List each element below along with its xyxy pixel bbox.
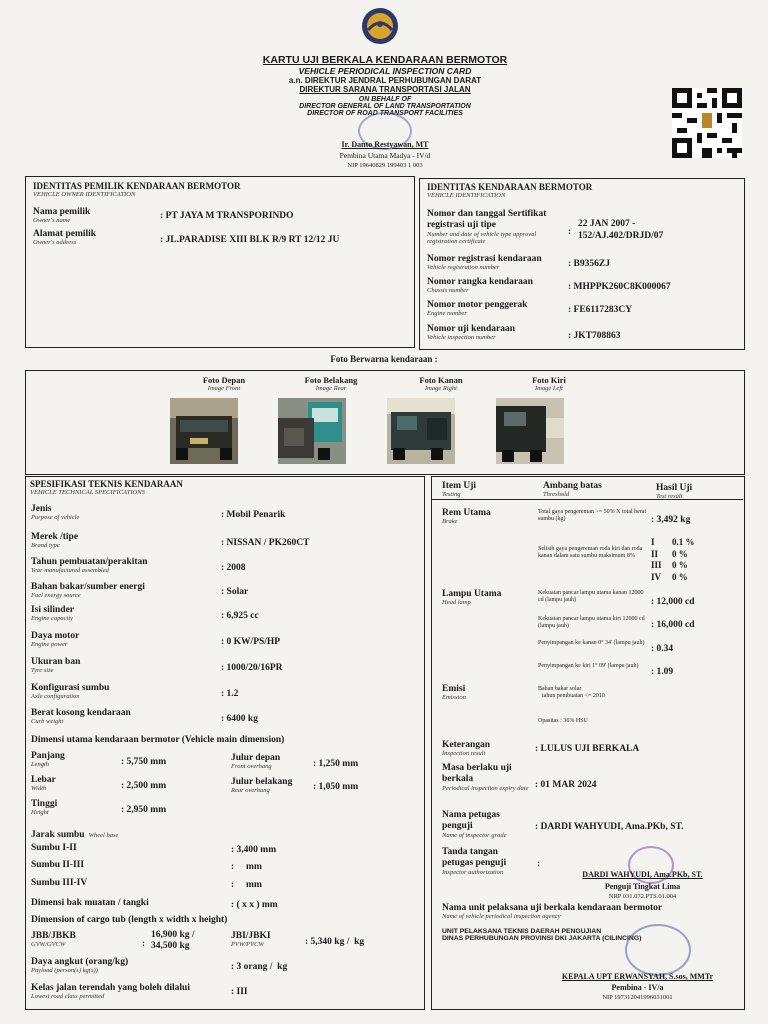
wheelbase-label-en: Wheel base bbox=[88, 832, 119, 839]
payload-label: Daya angkut (orang/kg) bbox=[31, 957, 129, 967]
expiry-label: Masa berlaku uji berkala bbox=[442, 763, 512, 784]
agency-line-1: UNIT PELAKSANA TEKNIS DAERAH PENGUJIAN bbox=[442, 928, 602, 935]
front-overhang-value: : 1,250 mm bbox=[313, 759, 359, 769]
signer-nip: NIP 19640829 199403 1 003 bbox=[347, 162, 423, 169]
road-class-label: Kelas jalan terendah yang boleh dilalui bbox=[31, 983, 190, 993]
header-line-4: DIREKTUR SARANA TRANSPORTASI JALAN bbox=[299, 85, 471, 94]
owner-title-en: VEHICLE OWNER IDENTIFICATION bbox=[33, 191, 136, 198]
head-name: KEPALA UPT ERWANSYAH, S.sos, MMTr bbox=[561, 972, 714, 981]
axle-1-label: I bbox=[651, 537, 655, 547]
inspector-sign-nrp: NRP 031.072.PTS.01.004 bbox=[608, 893, 677, 900]
spec-year-label: Tahun pembuatan/perakitan bbox=[31, 557, 148, 567]
axle-3-4-value: : mm bbox=[231, 880, 262, 890]
results-header-line bbox=[431, 499, 743, 500]
spec-fuel-value: : Solar bbox=[221, 587, 249, 597]
head-nip: NIP 197312041996031001 bbox=[602, 994, 673, 1001]
spec-engine-power-value: : 0 KW/PS/HP bbox=[221, 637, 281, 647]
spec-axle-label-en: Axle configuration bbox=[31, 693, 80, 700]
spec-purpose-label: Jenis bbox=[31, 504, 52, 514]
type-cert-label: Nomor dan tanggal Sertifikat registrasi uji tipe bbox=[427, 209, 547, 230]
headlamp-result-1: : 12,000 cd bbox=[651, 597, 695, 607]
pvw-value: : 5,340 kg / kg bbox=[305, 937, 365, 947]
agency-label-en: Name of vehicle periodical inspection agency bbox=[442, 913, 561, 920]
qr-code bbox=[672, 88, 742, 158]
cargo-dimension-label: Dimension of cargo tub (length x width x height) bbox=[31, 915, 228, 925]
payload-label-en: Payload (person(s) kg(s)) bbox=[31, 967, 98, 974]
brake-result-1: : 3,492 kg bbox=[651, 515, 691, 525]
width-value: : 2,500 mm bbox=[121, 781, 167, 791]
vehicle-id-title: IDENTITAS KENDARAAN BERMOTOR bbox=[427, 182, 593, 192]
spec-purpose-label-en: Purpose of vehicle bbox=[31, 514, 80, 521]
spec-curb-weight-value: : 6400 kg bbox=[221, 714, 258, 724]
height-label-en: Height bbox=[31, 809, 49, 816]
rear-overhang-value: : 1,050 mm bbox=[313, 782, 359, 792]
inspector-sign-name: DARDI WAHYUDI, Ama.PKb, ST. bbox=[582, 870, 703, 879]
cargo-value: : ( x x ) mm bbox=[231, 900, 278, 910]
chassis-value: : MHPPK260C8K000067 bbox=[568, 282, 671, 292]
spec-brand-label-en: Brand type bbox=[31, 542, 60, 549]
col-threshold-label: Ambang batas bbox=[543, 481, 602, 491]
headlamp-threshold-1: Kekuatan pancar lampu utama kanan 12000 cd (lampu jauh) bbox=[538, 590, 644, 603]
owner-title: IDENTITAS PEMILIK KENDARAAN BERMOTOR bbox=[33, 181, 241, 191]
length-label-en: Length bbox=[31, 761, 50, 768]
pvw-label-en: PVW/PVCW bbox=[231, 941, 264, 948]
card-title: KARTU UJI BERKALA KENDARAAN BERMOTOR bbox=[262, 54, 508, 66]
chassis-label: Nomor rangka kendaraan bbox=[427, 277, 533, 287]
remark-label: Keterangan bbox=[442, 740, 491, 750]
signer-name: Ir. Danto Restyawan, MT bbox=[341, 140, 429, 149]
spec-tyre-label: Ukuran ban bbox=[31, 657, 81, 667]
gvw-value-2: 34,500 kg bbox=[151, 941, 190, 951]
emission-label-en: Emission bbox=[442, 694, 466, 701]
dimension-title: Dimensi utama kendaraan bermotor (Vehicle main dimension) bbox=[31, 735, 285, 745]
payload-value: : 3 orang / kg bbox=[231, 962, 288, 972]
inspection-number-label: Nomor uji kendaraan bbox=[427, 324, 515, 334]
front-overhang-label: Julur depan bbox=[231, 753, 281, 763]
photo-left-label-en: Image Left bbox=[535, 385, 563, 392]
expiry-label-en: Periodical inspection expiry date bbox=[442, 785, 529, 792]
height-label: Tinggi bbox=[31, 799, 58, 809]
road-class-label-en: Lowest road class permitted bbox=[31, 993, 105, 1000]
engine-label-en: Engine number bbox=[427, 310, 467, 317]
photo-right-label: Foto Kanan bbox=[419, 375, 463, 385]
spec-fuel-label-en: Fuel energy source bbox=[31, 592, 81, 599]
chassis-label-en: Chassis number bbox=[427, 287, 469, 294]
axle-2-label: II bbox=[651, 548, 659, 559]
inspector-value: : DARDI WAHYUDI, Ama.PKb, ST. bbox=[535, 822, 684, 832]
col-result-label-en: Test result bbox=[656, 493, 683, 500]
spec-axle-value: : 1.2 bbox=[221, 689, 239, 699]
inspector-label-en: Name of inspector grade bbox=[442, 832, 507, 839]
brake-threshold-2: Selisih gaya pengereman roda kiri dan roda kanan dalam satu sumbu maksimum 8% bbox=[538, 546, 643, 559]
height-value: : 2,950 mm bbox=[121, 805, 167, 815]
type-cert-colon: : bbox=[568, 226, 571, 236]
spec-axle-label: Konfigurasi sumbu bbox=[31, 683, 110, 693]
specs-title: SPESIFIKASI TEKNIS KENDARAAN bbox=[30, 479, 183, 489]
axle-1-2-label: Sumbu I-II bbox=[31, 843, 77, 853]
brake-threshold-1: Total gaya pengereman >= 50% X total berat sumbu (kg) bbox=[538, 509, 647, 522]
card-title-en: VEHICLE PERIODICAL INSPECTION CARD bbox=[298, 66, 472, 76]
col-result-label: Hasil Uji bbox=[656, 483, 693, 493]
inspection-number-label-en: Vehicle inspection number bbox=[427, 334, 496, 341]
photo-caption: Foto Berwarna kendaraan : bbox=[330, 354, 438, 364]
axle-1-value: 0.1 % bbox=[672, 537, 695, 547]
col-item-label-en: Testing bbox=[442, 491, 461, 498]
spec-year-label-en: Year manufactured assembled bbox=[31, 567, 109, 574]
gvw-value-1: 16,900 kg / bbox=[151, 930, 195, 940]
emission-threshold-1: Bahan bakar solar bbox=[538, 686, 582, 692]
spec-engine-capacity-value: : 6,925 cc bbox=[221, 611, 259, 621]
spec-brand-value: : NISSAN / PK260CT bbox=[221, 538, 310, 548]
type-cert-value: 22 JAN 2007 - 152/AJ.402/DRJD/07 bbox=[578, 219, 664, 241]
header-line-7: DIRECTOR OF ROAD TRANSPORT FACILITIES bbox=[307, 110, 463, 117]
photo-left-label: Foto Kiri bbox=[532, 375, 566, 385]
col-threshold-label-en: Threshold bbox=[543, 491, 570, 498]
expiry-value: : 01 MAR 2024 bbox=[535, 780, 597, 790]
photo-front bbox=[170, 398, 238, 464]
headlamp-threshold-3: Penyimpangan ke kanan 0° 34' (lampu jauh) bbox=[538, 640, 645, 646]
spec-brand-label: Merek /tipe bbox=[31, 532, 79, 542]
road-class-value: : III bbox=[231, 987, 248, 997]
inspector-label: Nama petugas penguji bbox=[442, 810, 500, 831]
headlamp-threshold-2: Kekuatan pancar lampu utama kiri 12000 cd (lampu jauh) bbox=[538, 616, 645, 629]
agency-label: Nama unit pelaksana uji berkala kendaraan bermotor bbox=[442, 903, 663, 913]
photo-right-label-en: Image Right bbox=[425, 385, 457, 392]
gvw-colon: : bbox=[142, 938, 145, 948]
signature-colon: : bbox=[537, 859, 541, 869]
pvw-label: JBI/JBKI bbox=[231, 931, 271, 941]
axle-4-value: 0 % bbox=[672, 571, 688, 582]
photo-front-label-en: Image Front bbox=[207, 385, 241, 392]
axle-3-4-label: Sumbu III-IV bbox=[31, 878, 88, 888]
width-label-en: Width bbox=[31, 785, 47, 792]
brake-label-en: Brake bbox=[442, 518, 458, 525]
front-overhang-label-en: Front overhang bbox=[231, 763, 272, 770]
axle-3-value: 0 % bbox=[672, 560, 688, 570]
photo-rear-label: Foto Belakang bbox=[304, 375, 358, 385]
spec-tyre-value: : 1000/20/16PR bbox=[221, 663, 283, 673]
gvw-label-en: GVW/GVCW bbox=[31, 941, 66, 948]
spec-year-value: : 2008 bbox=[221, 563, 246, 573]
photo-rear bbox=[278, 398, 346, 464]
headlamp-result-2: : 16,000 cd bbox=[651, 620, 695, 630]
length-label: Panjang bbox=[31, 751, 65, 761]
specs-title-en: VEHICLE TECHNICAL SPECIFICATIONS bbox=[30, 489, 145, 496]
signature-label: Tanda tangan petugas penguji bbox=[442, 847, 507, 868]
inspection-number-value: : JKT708863 bbox=[568, 331, 621, 341]
headlamp-label-en: Head lamp bbox=[442, 599, 471, 606]
agency-line-2: DINAS PERHUBUNGAN PROVINSI DKI JAKARTA (CILINCING) bbox=[442, 935, 642, 942]
axle-2-3-value: : mm bbox=[231, 862, 262, 872]
header-line-6: DIRECTOR GENERAL OF LAND TRANSPORTATION bbox=[299, 103, 471, 110]
spec-engine-capacity-label-en: Engine capacity bbox=[31, 615, 74, 622]
width-label: Lebar bbox=[31, 775, 56, 785]
photo-front-label: Foto Depan bbox=[202, 375, 246, 385]
rear-overhang-label: Julur belakang bbox=[231, 777, 293, 787]
axle-1-2-value: : 3,400 mm bbox=[231, 845, 277, 855]
photo-rear-label-en: Image Rear bbox=[315, 385, 347, 392]
axle-2-value: 0 % bbox=[672, 548, 688, 559]
spec-curb-weight-label: Berat kosong kendaraan bbox=[31, 708, 131, 718]
length-value: : 5,750 mm bbox=[121, 757, 167, 767]
owner-address-label-en: Owner's address bbox=[33, 239, 77, 246]
spec-curb-weight-label-en: Curb weight bbox=[31, 718, 64, 725]
axle-2-3-label: Sumbu II-III bbox=[31, 860, 85, 870]
owner-identity-box bbox=[25, 176, 415, 348]
owner-name-value: : PT JAYA M TRANSPORINDO bbox=[160, 211, 294, 221]
head-rank: Pembina - IV/a bbox=[611, 983, 664, 992]
owner-address-label: Alamat pemilik bbox=[33, 229, 97, 239]
spec-fuel-label: Bahan bakar/sumber energi bbox=[31, 582, 145, 592]
spec-engine-power-label-en: Engine power bbox=[31, 641, 68, 648]
axle-3-label: III bbox=[651, 560, 662, 570]
emission-threshold-2: tahun pembuatan <= 2010 bbox=[542, 693, 605, 699]
headlamp-label: Lampu Utama bbox=[442, 589, 502, 599]
agency-stamp bbox=[625, 924, 691, 976]
ministry-logo bbox=[360, 6, 400, 46]
brake-label: Rem Utama bbox=[442, 508, 491, 518]
remark-label-en: Inspection result bbox=[442, 750, 486, 757]
emission-opacity: Opasitas : 36% HSU bbox=[538, 718, 588, 724]
photo-right bbox=[387, 398, 455, 464]
headlamp-result-3: : 0.34 bbox=[651, 644, 674, 654]
owner-name-label: Nama pemilik bbox=[33, 207, 91, 217]
cargo-label: Dimensi bak muatan / tangki bbox=[31, 898, 149, 908]
gvw-label: JBB/JBKB bbox=[31, 931, 76, 941]
axle-4-label: IV bbox=[651, 571, 662, 582]
engine-label: Nomor motor penggerak bbox=[427, 300, 528, 310]
header-line-3: a.n. DIREKTUR JENDRAL PERHUBUNGAN DARAT bbox=[288, 76, 482, 85]
registration-value: : B9356ZJ bbox=[568, 259, 610, 269]
inspector-sign-rank: Penguji Tingkat Lima bbox=[604, 882, 681, 891]
remark-value: : LULUS UJI BERKALA bbox=[535, 744, 640, 754]
owner-name-label-en: Owner's name bbox=[33, 217, 71, 224]
signer-rank: Pembina Utama Madya - IV/d bbox=[339, 151, 431, 160]
headlamp-threshold-4: Penyimpangan ke kiri 1° 09' (lampu jauh) bbox=[538, 663, 639, 669]
type-cert-label-en: Number and date of vehicle type approval registration certificate bbox=[427, 231, 537, 245]
signature-label-en: Inspector authorization bbox=[442, 869, 504, 876]
spec-purpose-value: : Mobil Penarik bbox=[221, 510, 286, 520]
engine-value: : FE6117283CY bbox=[568, 305, 633, 315]
spec-engine-capacity-label: Isi silinder bbox=[31, 605, 75, 615]
col-item-label: Item Uji bbox=[442, 481, 477, 491]
registration-label: Nomor registrasi kendaraan bbox=[427, 254, 542, 264]
header-line-5: ON BEHALF OF bbox=[358, 96, 412, 103]
rear-overhang-label-en: Rear overhang bbox=[231, 787, 270, 794]
vehicle-id-title-en: VEHICLE IDENTIFICATION bbox=[427, 192, 506, 199]
spec-tyre-label-en: Tyre size bbox=[31, 667, 54, 674]
emission-label: Emisi bbox=[442, 684, 466, 694]
headlamp-result-4: : 1.09 bbox=[651, 667, 674, 677]
spec-engine-power-label: Daya motor bbox=[31, 631, 80, 641]
photo-left bbox=[496, 398, 564, 464]
owner-address-value: : JL.PARADISE XIII BLK R/9 RT 12/12 JU bbox=[160, 235, 340, 245]
registration-label-en: Vehicle registration number bbox=[427, 264, 500, 271]
wheelbase-label: Jarak sumbu bbox=[31, 830, 85, 840]
